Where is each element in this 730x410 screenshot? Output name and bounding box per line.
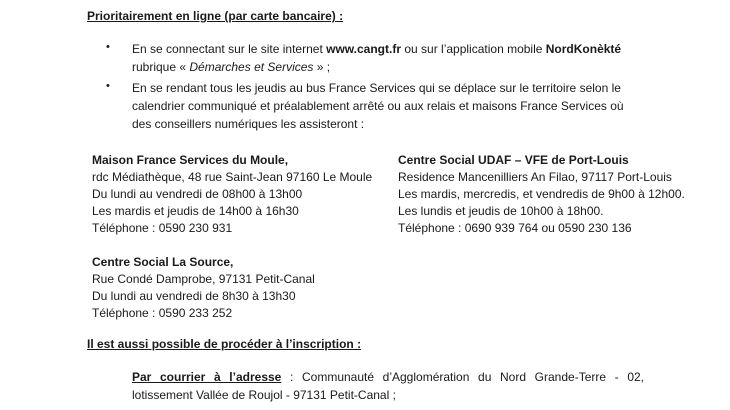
center-name: Maison France Services du Moule, xyxy=(92,153,289,167)
bullet1-prefix: En se connectant sur le site internet xyxy=(132,42,327,56)
app-name: NordKonèkté xyxy=(545,42,622,56)
center-hours: Les lundis et jeudis de 10h00 à 18h00. xyxy=(398,204,604,218)
bullet1-middle: ou sur l’application mobile xyxy=(401,42,546,56)
center-hours: Les mardis, mercredis, et vendredis de 9h00 à 12h00. xyxy=(398,187,685,201)
mail-label: Par courrier à l’adresse xyxy=(132,370,282,384)
bullet-icon: • xyxy=(106,41,110,53)
bullet1-line2 xyxy=(132,59,330,75)
center-hours: Du lundi au vendredi de 8h30 à 13h30 xyxy=(92,289,296,303)
mail-address: : Communauté d’Agglomération du Nord Grande-Terre - 02, xyxy=(281,370,645,384)
center-address: rdc Médiathèque, 48 rue Saint-Jean 97160 Le Moule xyxy=(92,170,373,184)
heading-online: Prioritairement en ligne (par carte bancaire) : xyxy=(87,9,344,23)
website-link[interactable]: www.cangt.fr xyxy=(326,42,402,56)
mail-line2: lotissement Vallée de Roujol - 97131 Petit-Canal ; xyxy=(132,388,396,402)
center-phone: Téléphone : 0590 230 931 xyxy=(92,221,233,235)
bullet2-line1: En se rendant tous les jeudis au bus France Services qui se déplace sur le territoire selon le xyxy=(132,81,621,95)
center-phone: Téléphone : 0590 233 252 xyxy=(92,306,233,320)
heading-inscription: Il est aussi possible de procéder à l’inscription : xyxy=(87,337,362,351)
center-name: Centre Social UDAF – VFE de Port-Louis xyxy=(398,153,629,167)
mail-line1 xyxy=(132,369,644,385)
center-address: Residence Mancenilliers An Filao, 97117 Port-Louis xyxy=(398,170,672,184)
rubric-suffix: » ; xyxy=(313,60,331,74)
bullet2-line2: calendrier communiqué et préalablement arrêté ou aux relais et maisons France Services où xyxy=(132,99,624,113)
rubric-name: Démarches et Services xyxy=(189,60,314,74)
center-phone: Téléphone : 0690 939 764 ou 0590 230 136 xyxy=(398,221,632,235)
rubric-prefix: rubrique « xyxy=(132,60,190,74)
bullet2-line3: des conseillers numériques les assisteront : xyxy=(132,117,365,131)
bullet-icon: • xyxy=(106,80,110,92)
center-address: Rue Condé Damprobe, 97131 Petit-Canal xyxy=(92,272,315,286)
center-hours: Du lundi au vendredi de 08h00 à 13h00 xyxy=(92,187,303,201)
bullet1-line1 xyxy=(132,41,621,57)
center-name: Centre Social La Source, xyxy=(92,255,234,269)
center-hours: Les mardis et jeudis de 14h00 à 16h30 xyxy=(92,204,299,218)
